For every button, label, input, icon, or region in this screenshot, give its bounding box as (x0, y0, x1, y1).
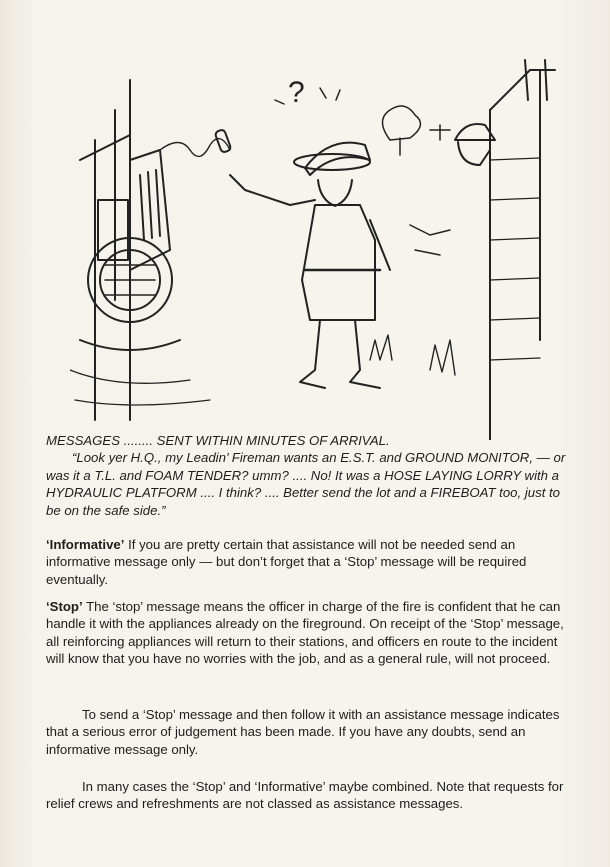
background-tree-drawing (383, 106, 451, 255)
cartoon-caption (46, 432, 576, 519)
informative-text: If you are pretty certain that assistance will not be needed send an informative message only — but don’t forget that a ‘Stop’ message will be required eventually. (46, 537, 527, 587)
stop-term: ‘Stop’ (46, 599, 83, 614)
send-stop-paragraph: To send a ‘Stop’ message and then follow it with an assistance message indicates that a serious error of judgement has been made. If you have any doubts, send an informative message only. (46, 707, 560, 757)
fireman-cartoon-illustration (70, 40, 570, 440)
stop-text: The ‘stop’ message means the officer in charge of the fire is confident that he can handle it with the appliances already on the fireground. On receipt of the ‘Stop’ message, all reinforcing appliances will return to their stations, and officers en route to the incident will know that you have no worries with the job, and as a general rule, will not proceed. (46, 599, 564, 667)
caption-quote: “Look yer H.Q., my Leadin’ Fireman wants an E.S.T. and GROUND MONITOR, — or was it a T.L. and FOAM TENDER? umm? .... No! It was a HOSE LAYING LORRY with a HYDRAULIC PLATFORM .... I think? .... Better send the lot and a FIREBOAT too, just to be on the safe side.” (46, 450, 566, 518)
combined-messages-paragraph: In many cases the ‘Stop’ and ‘Informative’ maybe combined. Note that requests for relief crews and refreshments are not classed as assistance messages. (46, 779, 564, 812)
grass-drawing (370, 335, 455, 375)
caption-heading: MESSAGES ........ SENT WITHIN MINUTES OF ARRIVAL. (46, 433, 390, 448)
stop-paragraph (46, 598, 576, 668)
peeking-officer-drawing (455, 60, 555, 440)
question-mark: ? (288, 76, 305, 109)
fire-appliance-drawing (70, 80, 210, 420)
informative-paragraph (46, 536, 576, 588)
fireman-drawing (215, 76, 390, 388)
informative-term: ‘Informative’ (46, 537, 125, 552)
